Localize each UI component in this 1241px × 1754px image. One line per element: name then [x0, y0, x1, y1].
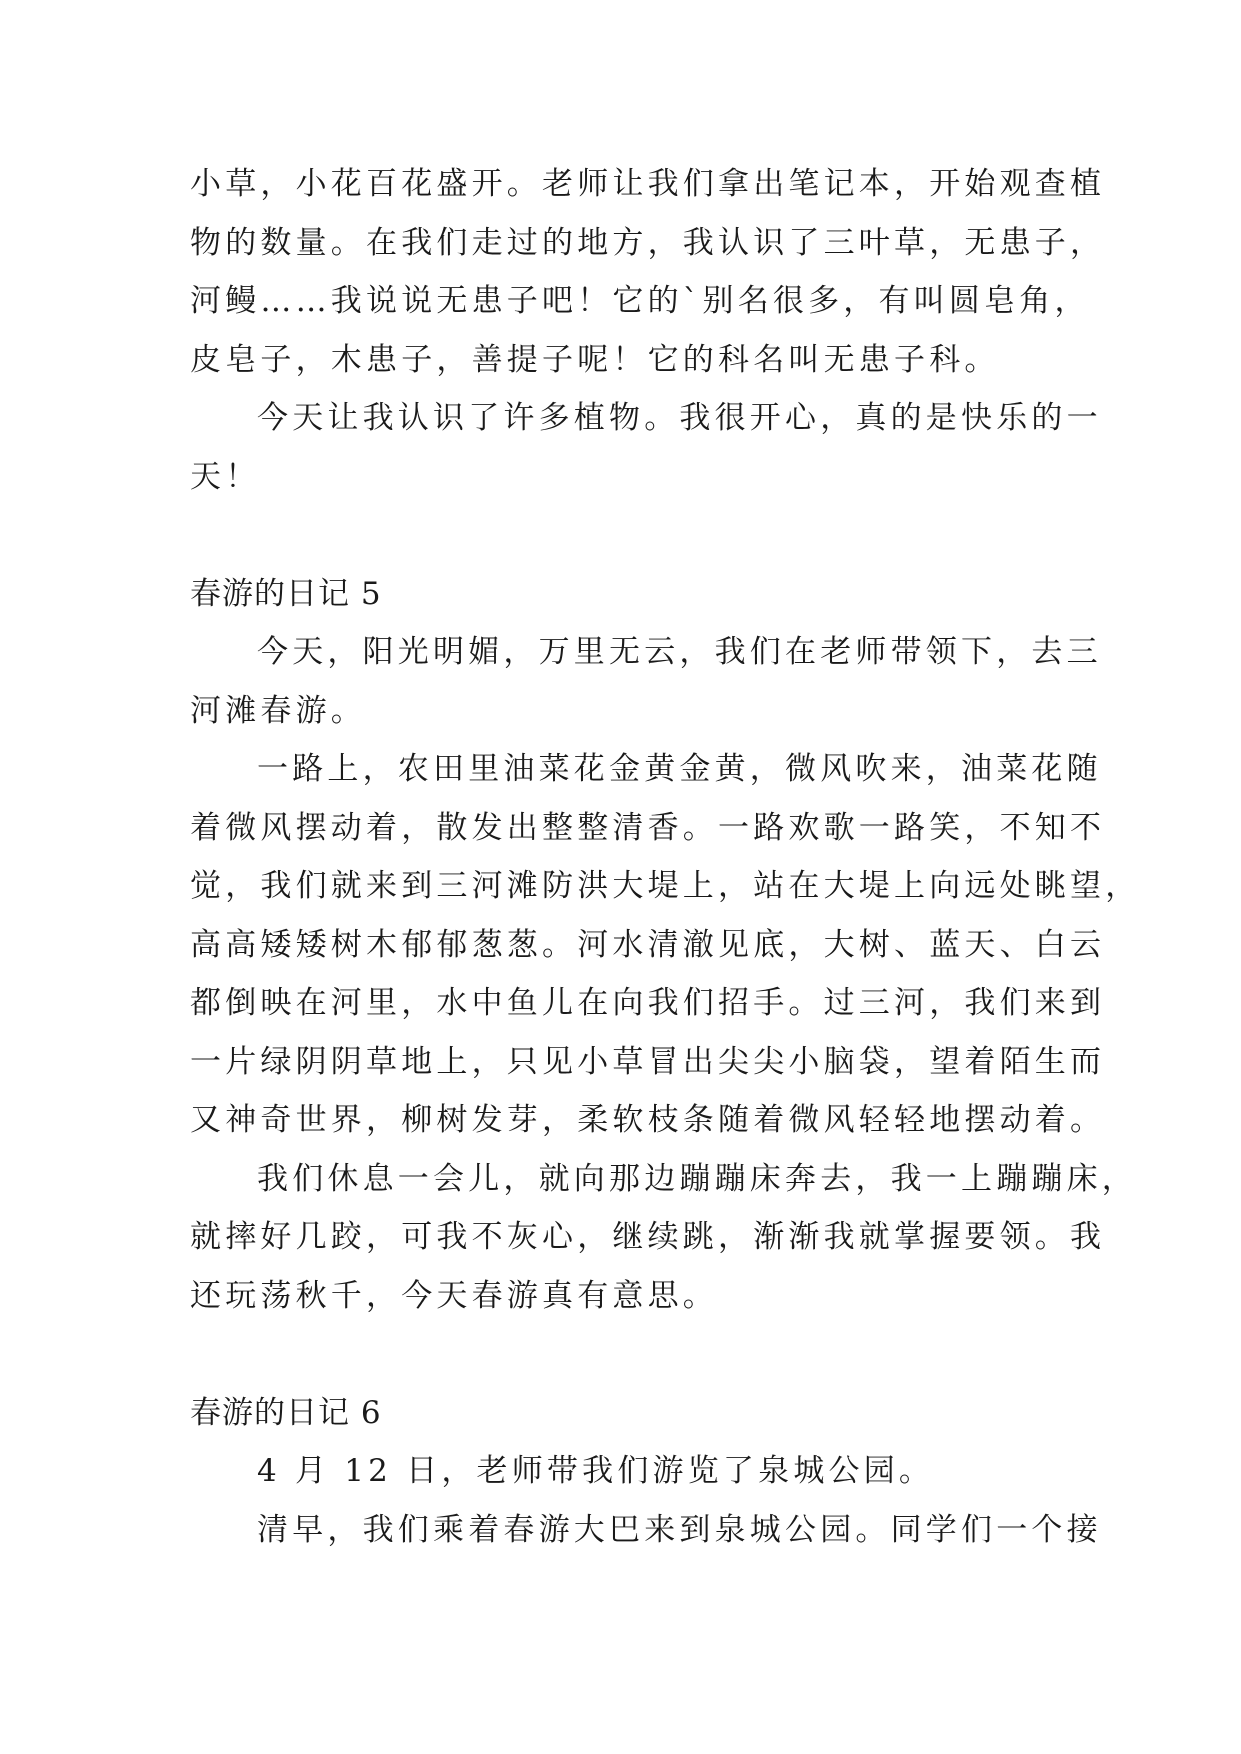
- text-line: 觉，我们就来到三河滩防洪大堤上，站在大堤上向远处眺望，: [190, 868, 1141, 904]
- text-line: 又神奇世界，柳树发芽，柔软枝条随着微风轻轻地摆动着。: [190, 1102, 1106, 1138]
- paragraph: [190, 1501, 1102, 1560]
- paragraph: [190, 389, 1102, 506]
- text-line: 物的数量。在我们走过的地方，我认识了三叶草，无患子，: [190, 224, 1106, 261]
- paragraph: [190, 155, 1106, 389]
- section-title: 春游的日记 5: [190, 575, 382, 612]
- text-line: 小草，小花百花盛开。老师让我们拿出笔记本，开始观查植: [190, 166, 1106, 202]
- section-spacer: [190, 1325, 1070, 1384]
- paragraph: [190, 740, 1141, 1150]
- paragraph: [190, 1442, 1070, 1501]
- text-line: 河鳗……我说说无患子吧！它的`别名很多，有叫圆皂角，: [190, 283, 1090, 319]
- section-title: 春游的日记 6: [190, 1394, 382, 1431]
- text-line: 4 月 12 日，老师带我们游览了泉城公园。: [257, 1453, 935, 1489]
- text-line: 都倒映在河里，水中鱼儿在向我们招手。过三河，我们来到: [190, 985, 1106, 1021]
- section-spacer: [190, 506, 1070, 565]
- text-line: 今天让我认识了许多植物。我很开心，真的是快乐的一: [257, 400, 1102, 436]
- text-line: 清早，我们乘着春游大巴来到泉城公园。同学们一个接: [257, 1511, 1102, 1548]
- text-line: 皮皂子，木患子，善提子呢！它的科名叫无患子科。: [190, 341, 1000, 378]
- text-line: 高高矮矮树木郁郁葱葱。河水清澈见底，大树、蓝天、白云: [190, 926, 1106, 963]
- text-line: 着微风摆动着，散发出整整清香。一路欢歌一路笑，不知不: [190, 809, 1106, 846]
- paragraph: [190, 1150, 1137, 1326]
- text-line: 今天，阳光明媚，万里无云，我们在老师带领下，去三: [257, 634, 1102, 670]
- text-line: 河滩春游。: [190, 692, 366, 729]
- text-line: 一片绿阴阴草地上，只见小草冒出尖尖小脑袋，望着陌生而: [190, 1043, 1106, 1080]
- document-page: [190, 155, 1141, 1559]
- text-line: 一路上，农田里油菜花金黄金黄，微风吹来，油菜花随: [257, 751, 1102, 787]
- text-line: 还玩荡秋千，今天春游真有意思。: [190, 1277, 718, 1314]
- paragraph: [190, 623, 1102, 740]
- text-line: 我们休息一会儿，就向那边蹦蹦床奔去，我一上蹦蹦床，: [257, 1160, 1137, 1197]
- text-line: 天！: [190, 458, 261, 495]
- text-line: 就摔好几跤，可我不灰心，继续跳，渐渐我就掌握要领。我: [190, 1219, 1106, 1255]
